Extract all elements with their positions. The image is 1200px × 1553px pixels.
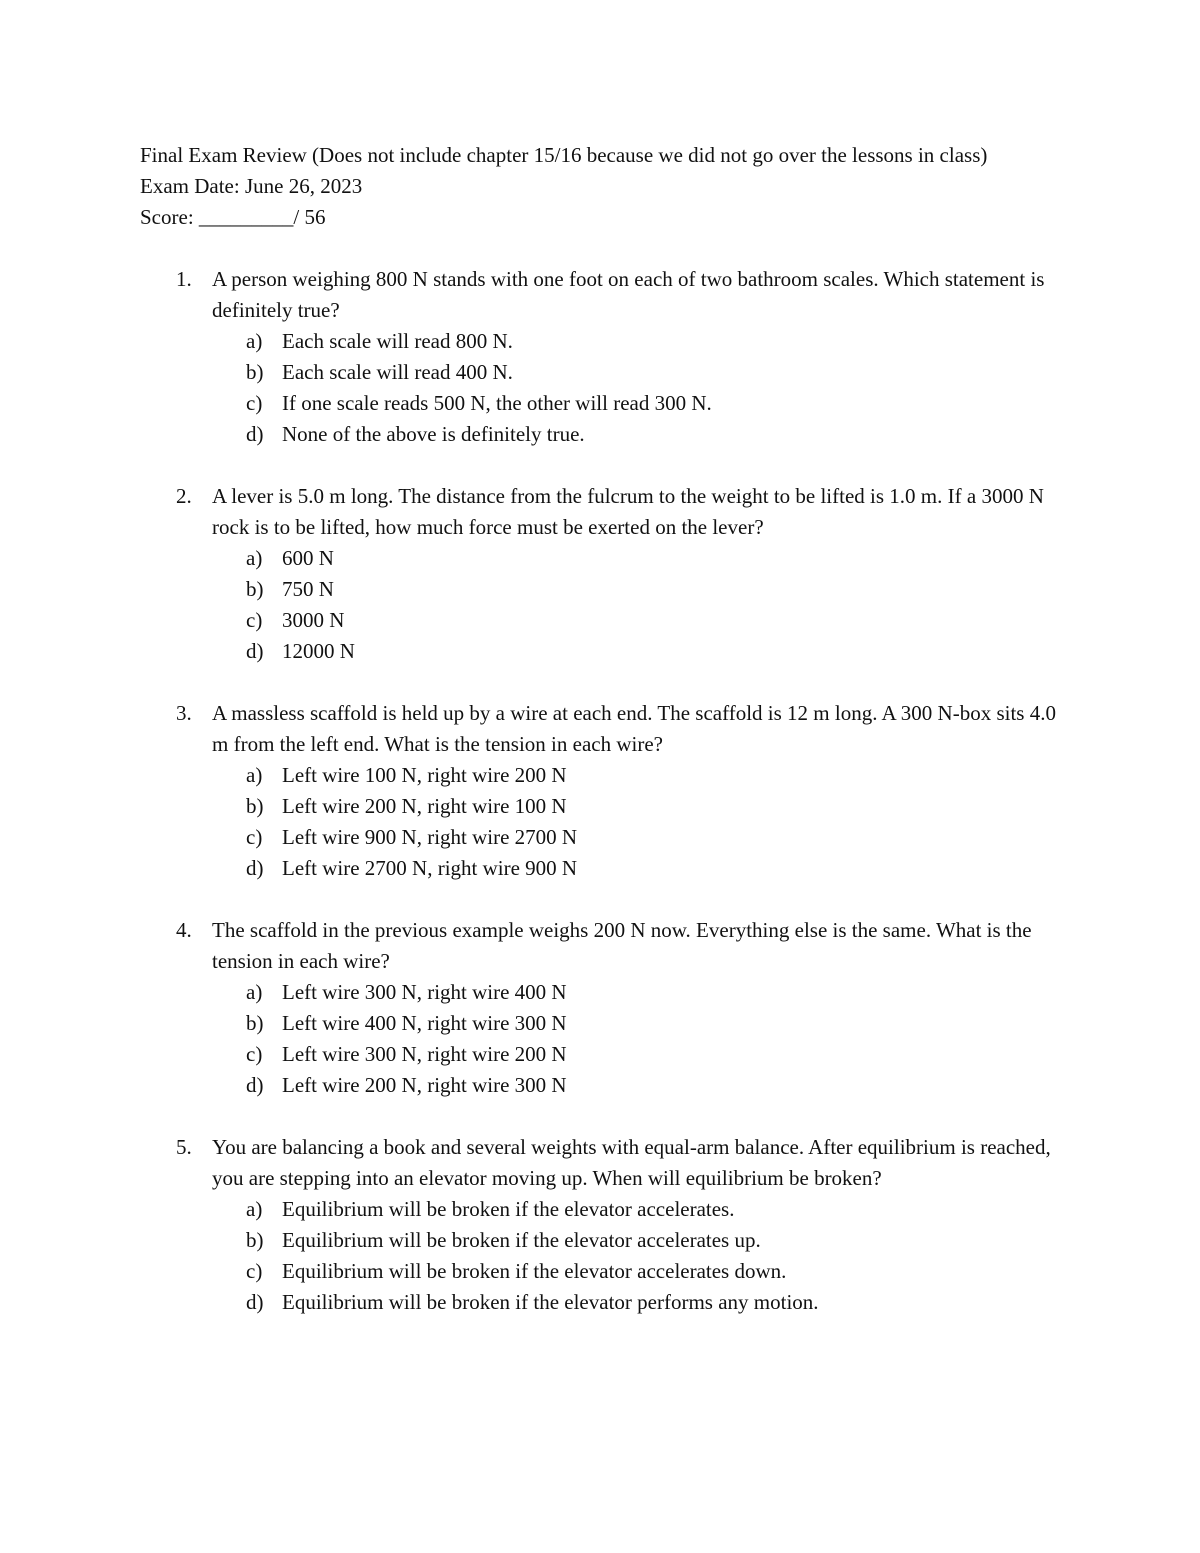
answer-option bbox=[212, 357, 1060, 388]
question-number: 5. bbox=[176, 1135, 192, 1159]
option-text: None of the above is definitely true. bbox=[282, 422, 585, 446]
question-number: 2. bbox=[176, 484, 192, 508]
answer-option bbox=[212, 1194, 1060, 1225]
option-text: Left wire 300 N, right wire 200 N bbox=[282, 1042, 567, 1066]
option-letter: c) bbox=[246, 1259, 263, 1283]
option-letter: a) bbox=[246, 1197, 263, 1221]
answer-option bbox=[212, 1287, 1060, 1318]
answer-options bbox=[212, 1194, 1060, 1318]
option-letter: c) bbox=[246, 391, 263, 415]
option-text: Equilibrium will be broken if the elevator performs any motion. bbox=[282, 1290, 819, 1314]
option-letter: c) bbox=[246, 608, 263, 632]
answer-option bbox=[212, 1256, 1060, 1287]
question-2 bbox=[140, 481, 1060, 667]
answer-options bbox=[212, 326, 1060, 450]
answer-option bbox=[212, 1225, 1060, 1256]
option-text: Left wire 200 N, right wire 100 N bbox=[282, 794, 567, 818]
option-letter: a) bbox=[246, 546, 263, 570]
answer-option bbox=[212, 636, 1060, 667]
option-text: 600 N bbox=[282, 546, 334, 570]
answer-options bbox=[212, 760, 1060, 884]
option-letter: b) bbox=[246, 577, 264, 601]
answer-option bbox=[212, 977, 1060, 1008]
answer-options bbox=[212, 977, 1060, 1101]
answer-option bbox=[212, 822, 1060, 853]
option-text: Each scale will read 800 N. bbox=[282, 329, 513, 353]
option-text: 750 N bbox=[282, 577, 334, 601]
score-line: Score: _________/ 56 bbox=[140, 205, 326, 229]
document-content bbox=[140, 140, 1060, 1349]
document-title: Final Exam Review (Does not include chapter 15/16 because we did not go over the lessons in class) bbox=[140, 143, 988, 167]
answer-option bbox=[212, 574, 1060, 605]
option-letter: a) bbox=[246, 980, 263, 1004]
option-text: Left wire 300 N, right wire 400 N bbox=[282, 980, 567, 1004]
answer-option bbox=[212, 543, 1060, 574]
option-letter: b) bbox=[246, 794, 264, 818]
question-number: 1. bbox=[176, 267, 192, 291]
question-3 bbox=[140, 698, 1060, 884]
option-text: Each scale will read 400 N. bbox=[282, 360, 513, 384]
question-text: You are balancing a book and several weights with equal-arm balance. After equilibrium is reached, you are stepping into an elevator moving up. When will equilibrium be broken? bbox=[212, 1135, 1051, 1190]
question-5 bbox=[140, 1132, 1060, 1318]
option-text: Left wire 900 N, right wire 2700 N bbox=[282, 825, 578, 849]
option-text: Equilibrium will be broken if the elevator accelerates. bbox=[282, 1197, 735, 1221]
option-letter: d) bbox=[246, 1290, 264, 1314]
exam-date: Exam Date: June 26, 2023 bbox=[140, 174, 363, 198]
answer-option bbox=[212, 388, 1060, 419]
question-1 bbox=[140, 264, 1060, 450]
question-number: 3. bbox=[176, 701, 192, 725]
option-text: Equilibrium will be broken if the elevator accelerates down. bbox=[282, 1259, 787, 1283]
option-text: Left wire 400 N, right wire 300 N bbox=[282, 1011, 567, 1035]
answer-option bbox=[212, 760, 1060, 791]
option-letter: d) bbox=[246, 422, 264, 446]
option-text: 12000 N bbox=[282, 639, 355, 663]
option-text: If one scale reads 500 N, the other will read 300 N. bbox=[282, 391, 712, 415]
option-letter: c) bbox=[246, 825, 263, 849]
answer-option bbox=[212, 1039, 1060, 1070]
option-letter: d) bbox=[246, 1073, 264, 1097]
option-letter: a) bbox=[246, 763, 263, 787]
question-text: The scaffold in the previous example weighs 200 N now. Everything else is the same. What is the tension in each wire? bbox=[212, 918, 1032, 973]
option-letter: b) bbox=[246, 1228, 264, 1252]
question-list bbox=[140, 264, 1060, 1318]
option-letter: c) bbox=[246, 1042, 263, 1066]
option-text: 3000 N bbox=[282, 608, 345, 632]
question-4 bbox=[140, 915, 1060, 1101]
option-letter: a) bbox=[246, 329, 263, 353]
question-text: A person weighing 800 N stands with one foot on each of two bathroom scales. Which statement is definitely true? bbox=[212, 267, 1045, 322]
option-letter: d) bbox=[246, 639, 264, 663]
option-text: Equilibrium will be broken if the elevator accelerates up. bbox=[282, 1228, 761, 1252]
option-letter: b) bbox=[246, 360, 264, 384]
question-text: A massless scaffold is held up by a wire at each end. The scaffold is 12 m long. A 300 N-box sits 4.0 m from the left end. What is the tension in each wire? bbox=[212, 701, 1056, 756]
option-letter: d) bbox=[246, 856, 264, 880]
answer-option bbox=[212, 326, 1060, 357]
question-text: A lever is 5.0 m long. The distance from the fulcrum to the weight to be lifted is 1.0 m. If a 3000 N rock is to be lifted, how much force must be exerted on the lever? bbox=[212, 484, 1044, 539]
answer-option bbox=[212, 605, 1060, 636]
option-text: Left wire 2700 N, right wire 900 N bbox=[282, 856, 578, 880]
option-letter: b) bbox=[246, 1011, 264, 1035]
answer-options bbox=[212, 543, 1060, 667]
option-text: Left wire 100 N, right wire 200 N bbox=[282, 763, 567, 787]
answer-option bbox=[212, 1070, 1060, 1101]
answer-option bbox=[212, 853, 1060, 884]
answer-option bbox=[212, 1008, 1060, 1039]
question-number: 4. bbox=[176, 918, 192, 942]
answer-option bbox=[212, 419, 1060, 450]
option-text: Left wire 200 N, right wire 300 N bbox=[282, 1073, 567, 1097]
answer-option bbox=[212, 791, 1060, 822]
